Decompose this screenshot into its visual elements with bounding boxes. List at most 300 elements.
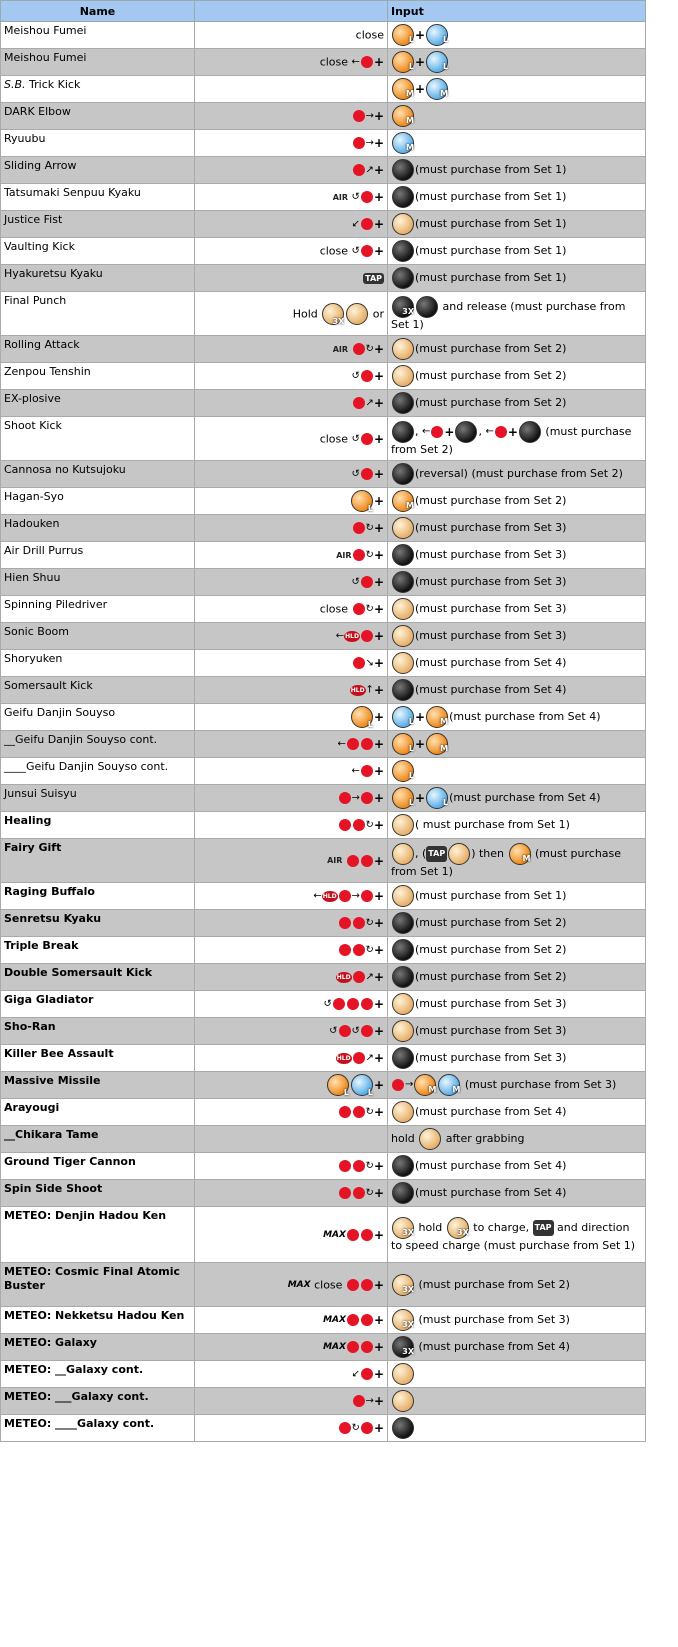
table-row <box>1 417 646 461</box>
move-motion: →+ <box>195 1388 388 1415</box>
joystick-dot-icon <box>361 468 373 480</box>
move-motion: MAX + <box>195 1334 388 1361</box>
joystick-dot-icon <box>361 433 373 445</box>
table-row <box>1 1045 646 1072</box>
move-input: M + M <box>388 76 646 103</box>
move-input: (must purchase from Set 1) <box>388 184 646 211</box>
full-circle-icon <box>361 1279 373 1291</box>
any-punch-icon <box>392 843 414 865</box>
joystick-dot-icon <box>353 657 365 669</box>
table-row <box>1 731 646 758</box>
move-name: Hien Shuu <box>1 569 195 596</box>
move-name: Meishou Fumei <box>1 22 195 49</box>
any-kick-icon <box>392 912 414 934</box>
table-row <box>1 157 646 184</box>
joystick-dot-icon <box>347 855 359 867</box>
joystick-dot-icon <box>392 1079 404 1091</box>
any-punch-icon <box>392 1390 414 1412</box>
any-kick-icon <box>455 421 477 443</box>
move-name: METEO: Galaxy <box>1 1334 195 1361</box>
move-name: Justice Fist <box>1 211 195 238</box>
table-row <box>1 758 646 785</box>
air-icon: AIR <box>332 344 349 354</box>
table-row <box>1 211 646 238</box>
joystick-dot-icon <box>353 164 365 176</box>
move-motion: AIR ↻+ <box>195 542 388 569</box>
joystick-dot-icon <box>339 792 351 804</box>
punch-l-icon: L <box>351 490 373 512</box>
kick-l-icon: L <box>426 787 448 809</box>
move-name: Shoryuken <box>1 650 195 677</box>
move-motion: L L + <box>195 1072 388 1099</box>
move-input: (must purchase from Set 1) <box>388 157 646 184</box>
move-name: Air Drill Purrus <box>1 542 195 569</box>
any-kick-icon <box>392 966 414 988</box>
move-name: Sho-Ran <box>1 1018 195 1045</box>
any-kick-icon <box>392 267 414 289</box>
joystick-dot-icon <box>353 522 365 534</box>
move-input: L + L <box>388 22 646 49</box>
move-name: Spin Side Shoot <box>1 1180 195 1207</box>
table-row <box>1 22 646 49</box>
joystick-dot-icon <box>347 738 359 750</box>
joystick-dot-icon <box>347 1314 359 1326</box>
table-row <box>1 812 646 839</box>
kick-m-icon: M <box>438 1074 460 1096</box>
move-input: (must purchase from Set 1) <box>388 265 646 292</box>
punch-l-icon: L <box>392 787 414 809</box>
move-name: Final Punch <box>1 292 195 336</box>
move-input: L + M (must purchase from Set 4) <box>388 704 646 731</box>
move-input: (must purchase from Set 2) <box>388 910 646 937</box>
move-motion <box>195 265 388 292</box>
move-input: (must purchase from Set 2) <box>388 390 646 417</box>
joystick-dot-icon <box>339 1106 351 1118</box>
kick-m-icon: M <box>392 132 414 154</box>
joystick-dot-icon <box>361 890 373 902</box>
move-motion: ↻+ <box>195 515 388 542</box>
joystick-dot-icon <box>361 56 373 68</box>
hold-icon: HLD <box>350 686 365 694</box>
punch-l-icon: L <box>392 760 414 782</box>
any-kick-icon <box>392 392 414 414</box>
move-name: S.B. Trick Kick <box>1 76 195 103</box>
hold-icon: HLD <box>322 892 337 900</box>
move-input: (must purchase from Set 3) <box>388 515 646 542</box>
table-row <box>1 623 646 650</box>
table-header-row <box>1 1 646 22</box>
joystick-dot-icon <box>361 370 373 382</box>
table-row <box>1 1361 646 1388</box>
move-motion: ↗+ <box>195 157 388 184</box>
move-input <box>388 130 646 157</box>
joystick-dot-icon <box>353 1395 365 1407</box>
move-input: (must purchase from Set 4) <box>388 650 646 677</box>
motion-text: close <box>319 55 349 69</box>
joystick-dot-icon <box>361 1025 373 1037</box>
any-kick-icon <box>392 1047 414 1069</box>
move-name: Meishou Fumei <box>1 49 195 76</box>
move-motion: AIR + <box>195 839 388 883</box>
triple-kick-icon: 3X <box>392 296 414 318</box>
punch-m-icon: M <box>426 733 448 755</box>
move-name: EX-plosive <box>1 390 195 417</box>
move-name: METEO: ____Galaxy cont. <box>1 1415 195 1442</box>
move-input: (must purchase from Set 3) <box>388 991 646 1018</box>
any-kick-icon <box>392 463 414 485</box>
tap-icon: TAP <box>533 1220 554 1236</box>
max-icon: MAX <box>287 1279 311 1290</box>
move-name: Zenpou Tenshin <box>1 363 195 390</box>
table-row <box>1 103 646 130</box>
move-name: Sliding Arrow <box>1 157 195 184</box>
move-input: 3X (must purchase from Set 2) <box>388 1263 646 1307</box>
move-name: __Chikara Tame <box>1 1126 195 1153</box>
move-motion: ←HLD → + <box>195 883 388 910</box>
any-kick-icon <box>392 939 414 961</box>
any-kick-icon <box>392 679 414 701</box>
move-name: Arayougi <box>1 1099 195 1126</box>
move-motion: ↺ + <box>195 461 388 488</box>
table-row <box>1 488 646 515</box>
move-input: (reversal) (must purchase from Set 2) <box>388 461 646 488</box>
any-kick-icon <box>392 421 414 443</box>
move-name: Ground Tiger Cannon <box>1 1153 195 1180</box>
kick-icon <box>416 296 438 318</box>
table-row <box>1 292 646 336</box>
table-row <box>1 569 646 596</box>
joystick-dot-icon <box>339 890 351 902</box>
any-punch-icon <box>392 652 414 674</box>
move-name: Vaulting Kick <box>1 238 195 265</box>
move-input: (must purchase from Set 3) <box>388 623 646 650</box>
joystick-dot-icon <box>353 819 365 831</box>
move-name: Double Somersault Kick <box>1 964 195 991</box>
joystick-dot-icon <box>361 1314 373 1326</box>
table-row <box>1 238 646 265</box>
move-motion: MAX close + <box>195 1263 388 1307</box>
any-punch-icon <box>392 885 414 907</box>
move-input: hold after grabbing <box>388 1126 646 1153</box>
joystick-dot-icon <box>361 1229 373 1241</box>
table-row <box>1 677 646 704</box>
joystick-dot-icon <box>339 944 351 956</box>
move-motion: ← + <box>195 758 388 785</box>
joystick-dot-icon <box>347 1229 359 1241</box>
any-punch-icon <box>392 1020 414 1042</box>
move-motion: HLD ↗+ <box>195 964 388 991</box>
table-row <box>1 363 646 390</box>
joystick-dot-icon <box>361 576 373 588</box>
punch-l-icon: L <box>351 706 373 728</box>
move-name: Massive Missile <box>1 1072 195 1099</box>
move-input: (must purchase from Set 4) <box>388 1180 646 1207</box>
joystick-dot-icon <box>353 137 365 149</box>
move-name: Hadouken <box>1 515 195 542</box>
any-punch-icon <box>392 365 414 387</box>
move-input: (must purchase from Set 3) <box>388 596 646 623</box>
table-row <box>1 390 646 417</box>
any-kick-icon <box>392 1155 414 1177</box>
move-input: (must purchase from Set 2) <box>388 336 646 363</box>
any-kick-icon <box>392 240 414 262</box>
any-punch-icon <box>392 1101 414 1123</box>
max-icon: MAX <box>323 1342 346 1352</box>
any-punch-icon <box>392 213 414 235</box>
move-input: (must purchase from Set 4) <box>388 677 646 704</box>
joystick-dot-icon <box>333 998 345 1010</box>
joystick-dot-icon <box>353 1187 365 1199</box>
move-motion: ↻+ <box>195 812 388 839</box>
move-input: (must purchase from Set 1) <box>388 211 646 238</box>
move-input: 3X (must purchase from Set 4) <box>388 1334 646 1361</box>
table-row <box>1 883 646 910</box>
move-motion: ↙ + <box>195 1361 388 1388</box>
joystick-dot-icon <box>495 426 507 438</box>
move-motion: ↻+ <box>195 937 388 964</box>
any-kick-icon <box>392 571 414 593</box>
joystick-dot-icon <box>361 191 373 203</box>
move-name: Cannosa no Kutsujoku <box>1 461 195 488</box>
joystick-dot-icon <box>361 1368 373 1380</box>
joystick-dot-icon <box>361 630 373 642</box>
move-input: (must purchase from Set 3) <box>388 569 646 596</box>
triple-punch-icon: 3X <box>392 1309 414 1331</box>
move-motion: close ← + <box>195 49 388 76</box>
joystick-dot-icon <box>347 998 359 1010</box>
table-row <box>1 937 646 964</box>
joystick-dot-icon <box>353 397 365 409</box>
move-name: METEO: __Galaxy cont. <box>1 1361 195 1388</box>
table-row <box>1 1153 646 1180</box>
left-arrow-icon: ← <box>351 56 360 68</box>
move-input: ( must purchase from Set 1) <box>388 812 646 839</box>
table-row <box>1 1263 646 1307</box>
move-name: Somersault Kick <box>1 677 195 704</box>
move-motion: ↻+ <box>195 1180 388 1207</box>
move-motion <box>195 1126 388 1153</box>
table-row <box>1 596 646 623</box>
table-row <box>1 1334 646 1361</box>
move-name: Raging Buffalo <box>1 883 195 910</box>
move-input: 3X hold 3X to charge, TAP and direction to speed charge (must purchase from Set 1) <box>388 1207 646 1263</box>
move-name: Ryuubu <box>1 130 195 157</box>
any-kick-icon <box>392 1182 414 1204</box>
any-punch-icon <box>392 993 414 1015</box>
any-kick-icon <box>392 186 414 208</box>
any-kick-icon <box>392 1417 414 1439</box>
joystick-dot-icon <box>361 792 373 804</box>
full-circle-icon <box>347 1279 359 1291</box>
move-motion: HLD↑+ <box>195 677 388 704</box>
move-input <box>388 1415 646 1442</box>
joystick-dot-icon <box>353 343 365 355</box>
move-input: (must purchase from Set 4) <box>388 1153 646 1180</box>
tap-icon: TAP <box>365 274 382 283</box>
input-column-header: Input <box>388 1 646 22</box>
move-motion: ↗+ <box>195 390 388 417</box>
move-input: L + L <box>388 49 646 76</box>
move-motion: ↺ ↺ + <box>195 1018 388 1045</box>
kick-m-icon: M <box>426 78 448 100</box>
table-row <box>1 542 646 569</box>
joystick-dot-icon <box>361 1341 373 1353</box>
hold-icon: HLD <box>345 632 359 640</box>
table-row <box>1 1207 646 1263</box>
move-name: Geifu Danjin Souyso <box>1 704 195 731</box>
joystick-dot-icon <box>361 245 373 257</box>
motion-text: close <box>355 28 384 42</box>
any-kick-icon <box>519 421 541 443</box>
joystick-dot-icon <box>353 110 365 122</box>
table-row <box>1 1388 646 1415</box>
move-motion: close ↻+ <box>195 596 388 623</box>
joystick-dot-icon <box>361 855 373 867</box>
move-name: Shoot Kick <box>1 417 195 461</box>
max-icon: MAX <box>323 1315 346 1325</box>
kick-l-icon: L <box>351 1074 373 1096</box>
move-input <box>388 1388 646 1415</box>
move-name: Fairy Gift <box>1 839 195 883</box>
table-row <box>1 1307 646 1334</box>
any-punch-icon <box>392 814 414 836</box>
move-motion <box>195 76 388 103</box>
joystick-dot-icon <box>339 1187 351 1199</box>
move-motion: →+ <box>195 130 388 157</box>
any-punch-icon <box>392 598 414 620</box>
move-motion <box>195 22 388 49</box>
any-punch-icon <box>419 1128 441 1150</box>
joystick-dot-icon <box>361 765 373 777</box>
kick-l-icon: L <box>426 51 448 73</box>
punch-icon <box>346 303 368 325</box>
motion-column-header <box>195 1 388 22</box>
move-motion: ↻+ <box>195 1099 388 1126</box>
joystick-dot-icon <box>353 917 365 929</box>
triple-punch-icon: 3X <box>322 303 344 325</box>
move-name: Hagan-Syo <box>1 488 195 515</box>
move-motion: →+ <box>195 103 388 130</box>
hold-icon: HLD <box>336 1054 351 1062</box>
move-name: METEO: Nekketsu Hadou Ken <box>1 1307 195 1334</box>
move-name: Sonic Boom <box>1 623 195 650</box>
move-input <box>388 758 646 785</box>
move-motion: MAX + <box>195 1207 388 1263</box>
full-circle-icon <box>353 603 365 615</box>
any-kick-icon <box>392 159 414 181</box>
hold-icon: HLD <box>336 973 351 981</box>
move-motion: ← + <box>195 731 388 758</box>
move-motion: ←HLD + <box>195 623 388 650</box>
move-input <box>388 1361 646 1388</box>
move-name: METEO: Denjin Hadou Ken <box>1 1207 195 1263</box>
triple-punch-icon: 3X <box>447 1217 469 1239</box>
table-row <box>1 910 646 937</box>
joystick-dot-icon <box>353 944 365 956</box>
any-punch-icon <box>392 625 414 647</box>
move-name: __Geifu Danjin Souyso cont. <box>1 731 195 758</box>
triple-punch-icon: 3X <box>392 1274 414 1296</box>
move-input: (must purchase from Set 2) <box>388 937 646 964</box>
move-name: ____Geifu Danjin Souyso cont. <box>1 758 195 785</box>
joystick-dot-icon <box>353 971 365 983</box>
table-row <box>1 49 646 76</box>
move-motion: AIR ↻+ <box>195 336 388 363</box>
move-motion: close ↺ + <box>195 238 388 265</box>
move-input: , ← + , ← + (must purchase from Set 2) <box>388 417 646 461</box>
punch-l-icon: L <box>392 733 414 755</box>
triple-kick-icon: 3X <box>392 1336 414 1358</box>
punch-m-icon: M <box>414 1074 436 1096</box>
table-row <box>1 650 646 677</box>
kick-l-icon: L <box>392 706 414 728</box>
move-input: (must purchase from Set 4) <box>388 1099 646 1126</box>
tap-icon: TAP <box>426 846 447 862</box>
move-name: METEO: ___Galaxy cont. <box>1 1388 195 1415</box>
any-punch-icon <box>392 1363 414 1385</box>
move-input: → M M (must purchase from Set 3) <box>388 1072 646 1099</box>
move-motion: ↘+ <box>195 650 388 677</box>
move-input <box>388 103 646 130</box>
punch-m-icon: M <box>392 490 414 512</box>
move-motion: AIR ↺ + <box>195 184 388 211</box>
table-row <box>1 964 646 991</box>
move-name: Spinning Piledriver <box>1 596 195 623</box>
move-input: (must purchase from Set 3) <box>388 1018 646 1045</box>
move-motion: MAX + <box>195 1307 388 1334</box>
move-name: Tatsumaki Senpuu Kyaku <box>1 184 195 211</box>
move-name: Rolling Attack <box>1 336 195 363</box>
punch-l-icon: L <box>327 1074 349 1096</box>
table-row <box>1 1018 646 1045</box>
air-icon: AIR <box>336 550 352 560</box>
move-input: (must purchase from Set 2) <box>388 363 646 390</box>
move-input: L + M <box>388 731 646 758</box>
table-row <box>1 1180 646 1207</box>
any-punch-icon <box>392 517 414 539</box>
move-motion: ↙ + <box>195 211 388 238</box>
any-kick-icon <box>392 544 414 566</box>
move-input: M (must purchase from Set 2) <box>388 488 646 515</box>
move-motion: ↺ + <box>195 363 388 390</box>
triple-punch-icon: 3X <box>392 1217 414 1239</box>
table-row <box>1 1099 646 1126</box>
joystick-dot-icon <box>361 218 373 230</box>
max-icon: MAX <box>323 1229 346 1240</box>
table-row <box>1 785 646 812</box>
joystick-dot-icon <box>347 1341 359 1353</box>
move-name: DARK Elbow <box>1 103 195 130</box>
table-row <box>1 991 646 1018</box>
table-row <box>1 76 646 103</box>
move-motion: ↺ + <box>195 569 388 596</box>
punch-m-icon: M <box>392 105 414 127</box>
punch-m-icon: M <box>426 706 448 728</box>
move-name: Senretsu Kyaku <box>1 910 195 937</box>
move-motion: ↻+ <box>195 1153 388 1180</box>
kick-l-icon: L <box>426 24 448 46</box>
table-row <box>1 839 646 883</box>
move-input: (must purchase from Set 1) <box>388 883 646 910</box>
table-row <box>1 184 646 211</box>
punch-m-icon: M <box>392 78 414 100</box>
move-motion: Hold 3X or <box>195 292 388 336</box>
move-motion: L + <box>195 704 388 731</box>
table-row <box>1 130 646 157</box>
air-icon: AIR <box>327 856 343 865</box>
move-name: Killer Bee Assault <box>1 1045 195 1072</box>
punch-l-icon: L <box>392 24 414 46</box>
